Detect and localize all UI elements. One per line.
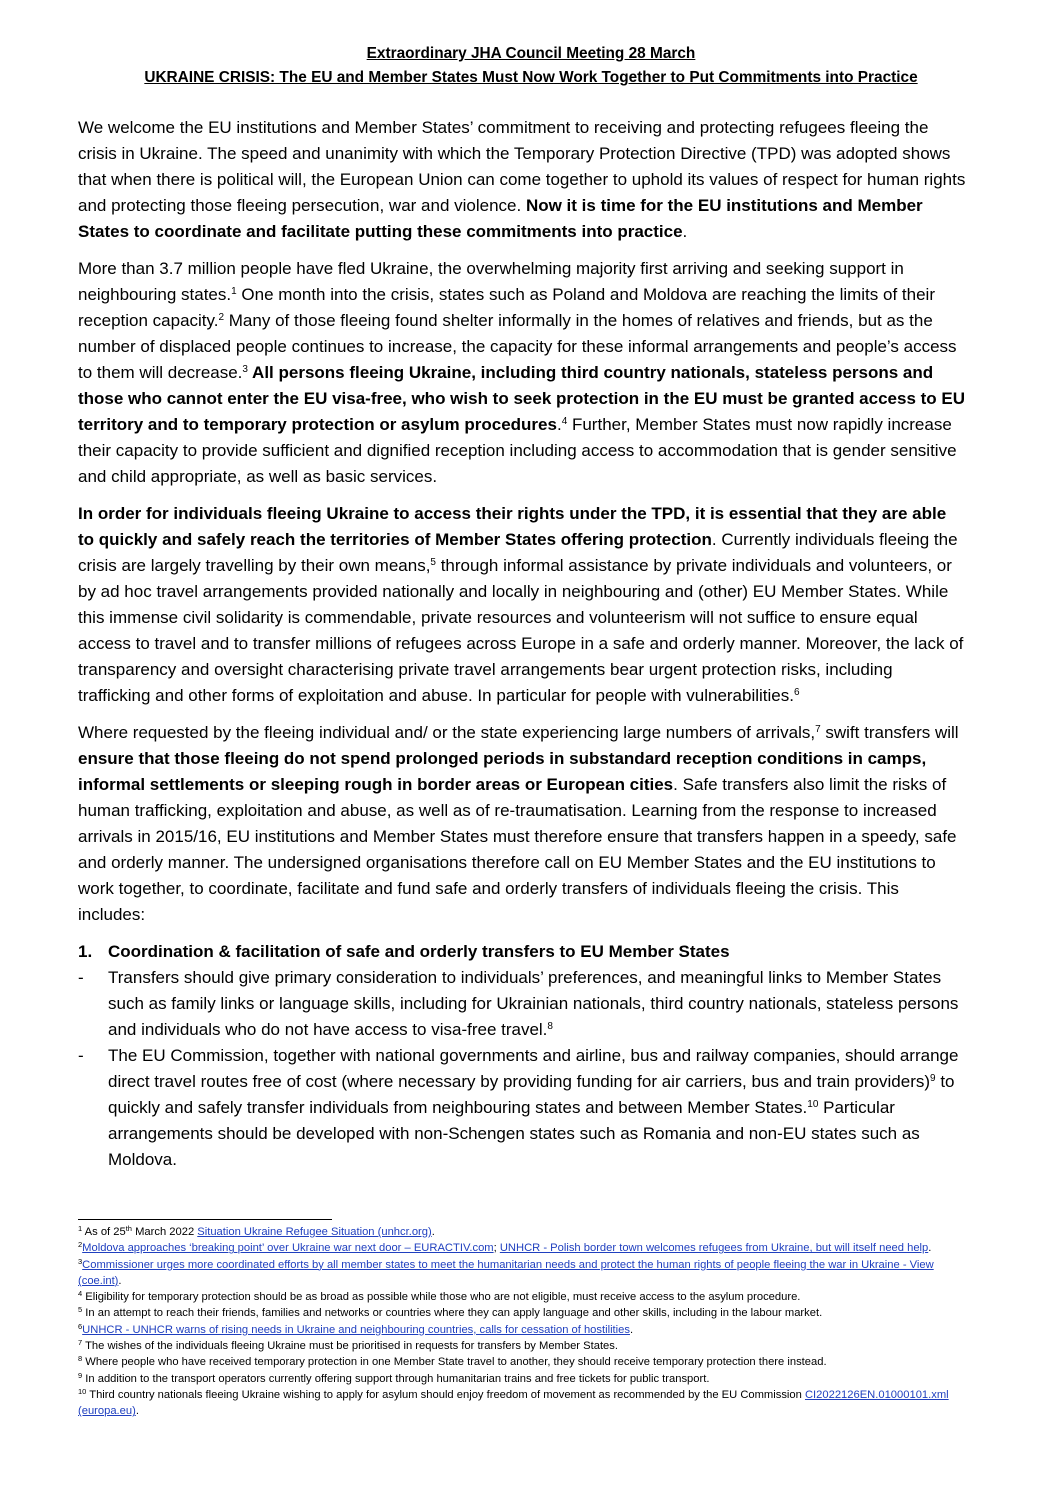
document-body	[78, 115, 966, 1173]
footnote-text: ;	[493, 1242, 500, 1255]
bullet2-text-1: The EU Commission, together with national governments and airline, bus and railway companies, should arrange direct travel routes free of cost (where necessary by providing funding for air carriers, bus and train providers)	[108, 1046, 959, 1091]
footnote-2	[78, 1240, 968, 1256]
footnote-number: 10	[78, 1386, 87, 1396]
footnote-3	[78, 1257, 968, 1290]
footnote-number: 3	[78, 1256, 83, 1266]
footnote-ref-5[interactable]: 5	[430, 557, 436, 568]
access-text-2: through informal assistance by private individuals and volunteers, or by ad hoc travel arrangements provided nationally and locally in neighbouring and (other) EU Member States. While this immense civil solidarity is commendable, private resources and volunteerism will not suffice to ensure equal access to travel and to transfer millions of refugees across Europe in a safe and orderly manner. Moreover, the lack of transparency and oversight characterising private travel arrangements bear urgent protection risks, including trafficking and other forms of exploitation and abuse. In particular for people with vulnerabilities.	[78, 556, 964, 705]
footnote-text: As of 25	[82, 1226, 126, 1238]
footnote-text: March 2022	[131, 1226, 198, 1238]
arrivals-bold-statement: All persons fleeing Ukraine, including third country nationals, stateless persons and those who cannot enter the EU visa-free, who wish to seek protection in the EU must be granted access to EU territory and to temporary protection or asylum procedures	[78, 363, 966, 434]
list-heading-text: Coordination & facilitation of safe and orderly transfers to EU Member States	[108, 942, 730, 961]
footnote-number: 1	[78, 1224, 83, 1233]
footnotes	[78, 1224, 968, 1420]
footnote-6	[78, 1322, 968, 1338]
footnote-number: 9	[78, 1370, 83, 1380]
footnote-7	[78, 1338, 968, 1354]
transfers-text-2: swift transfers will	[820, 723, 959, 742]
transfers-text-3: . Safe transfers also limit the risks of human trafficking, exploitation and abuse, as well as of re-traumatisation. Learning from the response to increased arrivals in 2015/16, EU institutions and Member States must therefore ensure that transfers happen in a speedy, safe and orderly manner. The undersigned organisations therefore call on EU Member States and the EU institutions to work together, to coordinate, facilitate and fund safe and orderly transfers of individuals fleeing the crisis. This includes:	[78, 775, 957, 924]
footnote-text: In an attempt to reach their friends, families and networks or countries where they can apply language and other skills, including in the labour market.	[82, 1307, 823, 1320]
list-item-text	[108, 1043, 966, 1173]
footnote-link[interactable]: Situation Ukraine Refugee Situation (unhcr.org)	[197, 1226, 432, 1238]
footnote-link[interactable]: Commissioner urges more coordinated efforts by all member states to meet the humanitarian needs and protect the human rights of people fleeing the war in Ukraine - View (coe.int)	[78, 1258, 934, 1287]
footnote-link[interactable]: UNHCR - Polish border town welcomes refugees from Ukraine, but will itself need help	[499, 1242, 929, 1255]
transfers-bold-statement: ensure that those fleeing do not spend prolonged periods in substandard reception conditions in camps, informal settlements or sleeping rough in border areas or European cities	[78, 749, 927, 794]
footnote-ref-1[interactable]: 1	[231, 286, 237, 297]
footnote-number: 4	[78, 1289, 83, 1299]
paragraph-arrivals	[78, 256, 966, 490]
ordinal-suffix: th	[125, 1224, 132, 1233]
footnote-link[interactable]: CI2022126EN.01000101.xml (europa.eu)	[78, 1388, 949, 1418]
paragraph-access	[78, 501, 966, 709]
footnote-ref-4[interactable]: 4	[561, 416, 568, 427]
footnote-ref-3[interactable]: 3	[242, 364, 248, 375]
paragraph-transfers	[78, 720, 966, 928]
footnote-number: 7	[78, 1338, 83, 1348]
footnote-4	[78, 1289, 968, 1305]
footnote-text: .	[431, 1226, 435, 1238]
list-item	[78, 1043, 966, 1173]
footnote-number: 8	[78, 1354, 83, 1364]
footnote-ref-6[interactable]: 6	[793, 687, 800, 698]
transfers-text-1: Where requested by the fleeing individual and/ or the state experiencing large numbers of arrivals,	[78, 723, 816, 742]
meeting-title: Extraordinary JHA Council Meeting 28 March	[366, 45, 696, 62]
footnote-text: The wishes of the individuals fleeing Ukraine must be prioritised in requests for transfers by Member States.	[82, 1340, 618, 1353]
footnote-separator	[78, 1219, 332, 1220]
access-bold-statement: In order for individuals fleeing Ukraine to access their rights under the TPD, it is essential that they are able to quickly and safely reach the territories of Member States offering protection	[78, 504, 947, 549]
paragraph-intro	[78, 115, 966, 245]
list-item	[78, 965, 966, 1043]
statement-title: UKRAINE CRISIS: The EU and Member States Must Now Work Together to Put Commitments into Practice	[144, 69, 918, 86]
footnote-text: .	[135, 1405, 139, 1418]
intro-bold-statement: Now it is time for the EU institutions and Member States to coordinate and facilitate putting these commitments into practice	[78, 196, 923, 241]
list-dash: -	[78, 1046, 84, 1065]
list-dash: -	[78, 968, 84, 987]
footnote-ref-9[interactable]: 9	[930, 1073, 936, 1084]
arrivals-text-4: .	[556, 415, 562, 434]
bullet2-text-3: Particular arrangements should be developed with non-Schengen states such as Romania and non-EU states such as Moldova.	[108, 1098, 920, 1169]
bullet1-text: Transfers should give primary consideration to individuals’ preferences, and meaningful links to Member States such as family links or language skills, including for Ukrainian nationals, third country nationals, stateless persons and individuals who do not have access to visa-free travel.	[108, 968, 959, 1039]
footnote-link[interactable]: UNHCR - UNHCR warns of rising needs in Ukraine and neighbouring countries, calls for cessation of hostilities	[82, 1323, 630, 1336]
footnote-text: .	[629, 1323, 634, 1336]
list-item-text	[108, 965, 966, 1043]
intro-text: We welcome the EU institutions and Member States’ commitment to receiving and protecting refugees fleeing the crisis in Ukraine. The speed and unanimity with which the Temporary Protection Directive (TPD) was adopted shows that when there is political will, the European Union can come together to uphold its values of respect for human rights and protecting those fleeing persecution, war and violence.	[78, 118, 966, 215]
list-number: 1.	[78, 942, 93, 961]
footnote-link[interactable]: Moldova approaches ‘breaking point’ over Ukraine war next door – EURACTIV.com	[82, 1242, 494, 1255]
footnote-ref-2[interactable]: 2	[218, 312, 225, 323]
footnote-ref-8[interactable]: 8	[547, 1021, 553, 1032]
arrivals-text-5: Further, Member States must now rapidly increase their capacity to provide sufficient and dignified reception including access to accommodation that is gender sensitive and child appropriate, as well as basic services.	[78, 415, 957, 486]
footnote-number: 5	[78, 1305, 83, 1315]
arrivals-text-3: Many of those fleeing found shelter informally in the homes of relatives and friends, but as the number of displaced people continues to increase, the capacity for these informal arrangements and people’s access to them will decrease.	[78, 311, 957, 382]
bullet2-text-2: to quickly and safely transfer individuals from neighbouring states and between Member States.	[108, 1072, 955, 1117]
footnote-text: .	[118, 1274, 122, 1287]
footnote-text: Eligibility for temporary protection should be as broad as possible while those who are not eligible, must receive access to the asylum procedure.	[82, 1291, 801, 1304]
footnote-text: .	[928, 1242, 932, 1255]
access-text-1: . Currently individuals fleeing the crisis are largely travelling by their own means,	[78, 530, 958, 575]
footnote-10	[78, 1387, 968, 1420]
document-header	[78, 42, 984, 90]
footnote-ref-10[interactable]: 10	[807, 1099, 819, 1110]
footnote-text: In addition to the transport operators currently offering support through humanitarian trains and free tickets for public transport.	[82, 1372, 710, 1385]
arrivals-text-2: One month into the crisis, states such as Poland and Moldova are reaching the limits of their reception capacity.	[78, 285, 935, 330]
footnote-number: 6	[78, 1321, 83, 1331]
footnote-9	[78, 1371, 968, 1387]
footnote-5	[78, 1305, 968, 1321]
footnote-text: Third country nationals fleeing Ukraine wishing to apply for asylum should enjoy freedom of movement as recommended by the EU Commission	[86, 1388, 805, 1401]
footnote-number: 2	[78, 1240, 83, 1250]
intro-end: .	[682, 222, 688, 241]
arrivals-text-1: More than 3.7 million people have fled Ukraine, the overwhelming majority first arriving and seeking support in neighbouring states.	[78, 259, 904, 304]
footnote-ref-7[interactable]: 7	[815, 724, 821, 735]
footnote-8	[78, 1354, 968, 1370]
list-heading	[78, 939, 966, 965]
footnote-text: Where people who have received temporary protection in one Member State travel to another, they should receive temporary protection there instead.	[82, 1356, 827, 1369]
footnote-1	[78, 1224, 968, 1240]
